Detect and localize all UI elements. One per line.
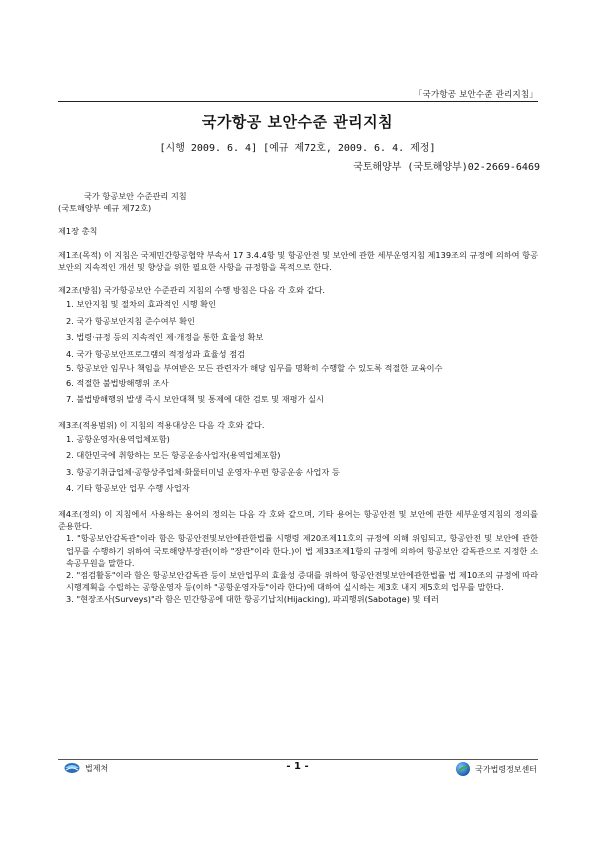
article-3-item: 2. 대한민국에 취항하는 모든 항공운송사업자(용역업체포함) <box>66 450 281 461</box>
article-4-lead: 제4조(정의) 이 지침에서 사용하는 용어의 정의는 다음 각 호와 같으며, 기타 용어는 항공안전 및 보안에 관한 세부운영지침의 정의를 준용한다. <box>58 508 538 532</box>
document-tag: 「국가항공 보안수준 관리지침」 <box>413 90 538 100</box>
footer-right <box>456 762 537 776</box>
article-3-item: 4. 기타 항공보안 업무 수행 사업자 <box>66 483 190 494</box>
chapter-heading: 제1장 총칙 <box>58 226 98 237</box>
article-2-item: 3. 법령·규정 등의 지속적인 제·개정을 통한 효율성 확보 <box>66 332 264 343</box>
article-3-lead: 제3조(적용범위) 이 지침의 적용대상은 다음 각 호와 같다. <box>58 419 265 430</box>
article-2-item: 4. 국가 항공보안프로그램의 적정성과 효율성 점검 <box>66 348 246 359</box>
article-1: 제1조(목적) 이 지침은 국제민간항공협약 부속서 17 3.4.4항 및 항공안전 및 보안에 관한 세부운영지침 제139조의 규정에 의하여 항공보안의 지속적인 개선 및 향상을 위한 필요한 사항을 규정함을 목적으로 한다. <box>58 249 538 272</box>
page-number: - 1 - <box>286 761 309 772</box>
article-2-item: 6. 적절한 불법방해행위 조사 <box>66 377 169 388</box>
document-body <box>58 190 538 606</box>
footer-rule <box>58 759 538 760</box>
article-2-item: 2. 국가 항공보안지침 준수여부 확인 <box>66 315 195 326</box>
footer-left-label: 법제처 <box>85 763 109 773</box>
header-rule <box>58 101 538 102</box>
article-3-item: 1. 공항운영자(용역업체포함) <box>66 433 170 444</box>
footer-right-label: 국가법령정보센터 <box>475 764 537 774</box>
article-4-definition: 2. "점검활동"이라 함은 항공보안감독관 등이 보안업무의 효율성 증대를 위하여 항공안전및보안에관한법률 법 제10조의 규정에 따라 시행계획을 수립하는 공항운영자 등(이하 "공항운영자등"이라 한다)에 대하여 실시하는 제3호 내지 제5호의 업무를 말한다. <box>66 569 538 593</box>
article-2-item: 1. 보안지침 및 절차의 효과적인 시행 확인 <box>66 299 216 310</box>
regulation-reference: (국토해양부 예규 제72호) <box>58 203 152 214</box>
article-4-definition: 1. "항공보안감독관"이라 함은 항공안전및보안에관한법률 시행령 제20조제11호의 규정에 의해 위임되고, 항공안전 및 보안에 관한 업무를 수행하기 위하여 국토해양부장관(이하 "장관"이라 한다.)이 법 제33조제1항의 규정에 의하여 항공보안 감독관으로 지정한 소속공무원을 말한다. <box>66 533 538 568</box>
ministry-contact: 국토해양부 (국토해양부)02-2669-6469 <box>353 162 540 173</box>
article-2-item: 5. 항공보안 임무나 책임을 부여받은 모든 관련자가 해당 임무를 명확히 수행할 수 있도록 적절한 교육이수 <box>66 363 443 374</box>
enforcement-info: [시행 2009. 6. 4] [예규 제72호, 2009. 6. 4. 제정] <box>159 143 436 154</box>
article-4-definition: 3. "현장조사(Surveys)"라 함은 민간항공에 대한 항공기납치(Hijacking), 파괴행위(Sabotage) 및 테러 <box>66 594 439 605</box>
article-2-item: 7. 불법방해행위 발생 즉시 보안대책 및 통제에 대한 검토 및 재평가 실시 <box>66 394 324 405</box>
document-title: 국가항공 보안수준 관리지침 <box>201 113 394 131</box>
article-3-item: 3. 항공기취급업체·공항상주업체·화물터미널 운영자·우편 항공운송 사업자 등 <box>66 466 340 477</box>
article-2-lead: 제2조(방침) 국가항공보안 수준관리 지침의 수행 방침은 다음 각 호와 같다. <box>58 285 325 296</box>
regulation-name: 국가 항공보안 수준관리 지침 <box>84 191 187 201</box>
law-center-logo-icon <box>456 762 470 776</box>
